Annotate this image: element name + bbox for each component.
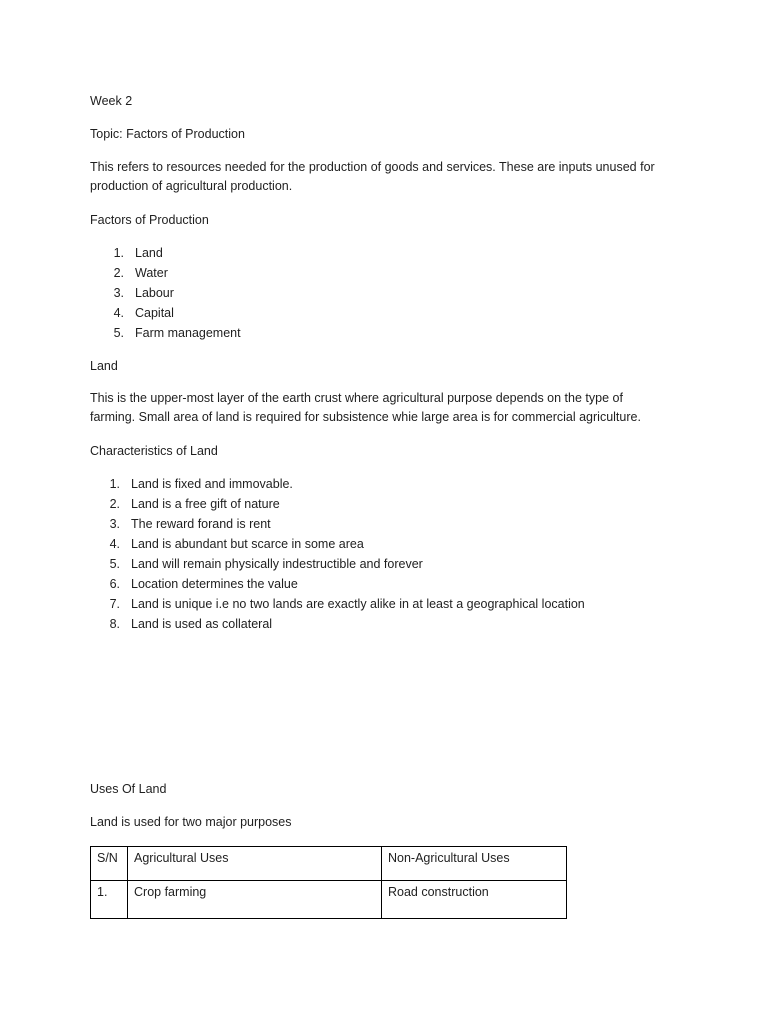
land-paragraph: This is the upper-most layer of the earth crust where agricultural purpose depends on the type of farming. Small area of land is required for subsistence whie large area is for commercial agriculture. xyxy=(90,391,641,424)
table-header-row xyxy=(91,847,567,881)
uses-heading: Uses Of Land xyxy=(90,782,167,796)
table-header-cell: Agricultural Uses xyxy=(128,847,382,881)
table-cell: Road construction xyxy=(382,881,567,919)
table-header-cell: S/N xyxy=(91,847,128,881)
uses-intro: Land is used for two major purposes xyxy=(90,815,292,829)
characteristics-heading: Characteristics of Land xyxy=(90,444,218,458)
land-heading: Land xyxy=(90,359,118,373)
uses-table xyxy=(90,846,567,919)
topic-heading: Topic: Factors of Production xyxy=(90,127,245,141)
factors-heading: Factors of Production xyxy=(90,213,209,227)
intro-paragraph: This refers to resources needed for the production of goods and services. These are inputs unused for production of agricultural production. xyxy=(90,160,655,193)
document-page: Week 2 Topic: Factors of Production This refers to resources needed for the production of goods and services. These are inputs unused for production of agricultural production. Factors of Production 1. Land 2. Water 3. Labour 4. Capital 5. Farm management Land This is the upper-most layer of the earth crust where agricultural purpose depends on the type of farming. Small area of land is required for subsistence whie large area is for commercial agriculture. Characteristics of Land 1. Land is fixed and immovable. 2. Land is a free gift of nature 3. The reward forand is rent 4. Land is abundant but scarce in some area 5. Land will remain physically indestructible and forever 6. Location determines the value 7. Land is unique i.e no two lands are exactly alike in at least a geographical location 8. Land is used as collateral Uses Of Land Land is used for two major purposes S/N Agricultural Uses Non-Agricultural Uses 1. Crop farming Road construction xyxy=(0,0,768,1024)
table-header-cell: Non-Agricultural Uses xyxy=(382,847,567,881)
table-cell: Crop farming xyxy=(128,881,382,919)
table-row xyxy=(91,881,567,919)
table-cell: 1. xyxy=(91,881,128,919)
week-label: Week 2 xyxy=(90,94,133,108)
